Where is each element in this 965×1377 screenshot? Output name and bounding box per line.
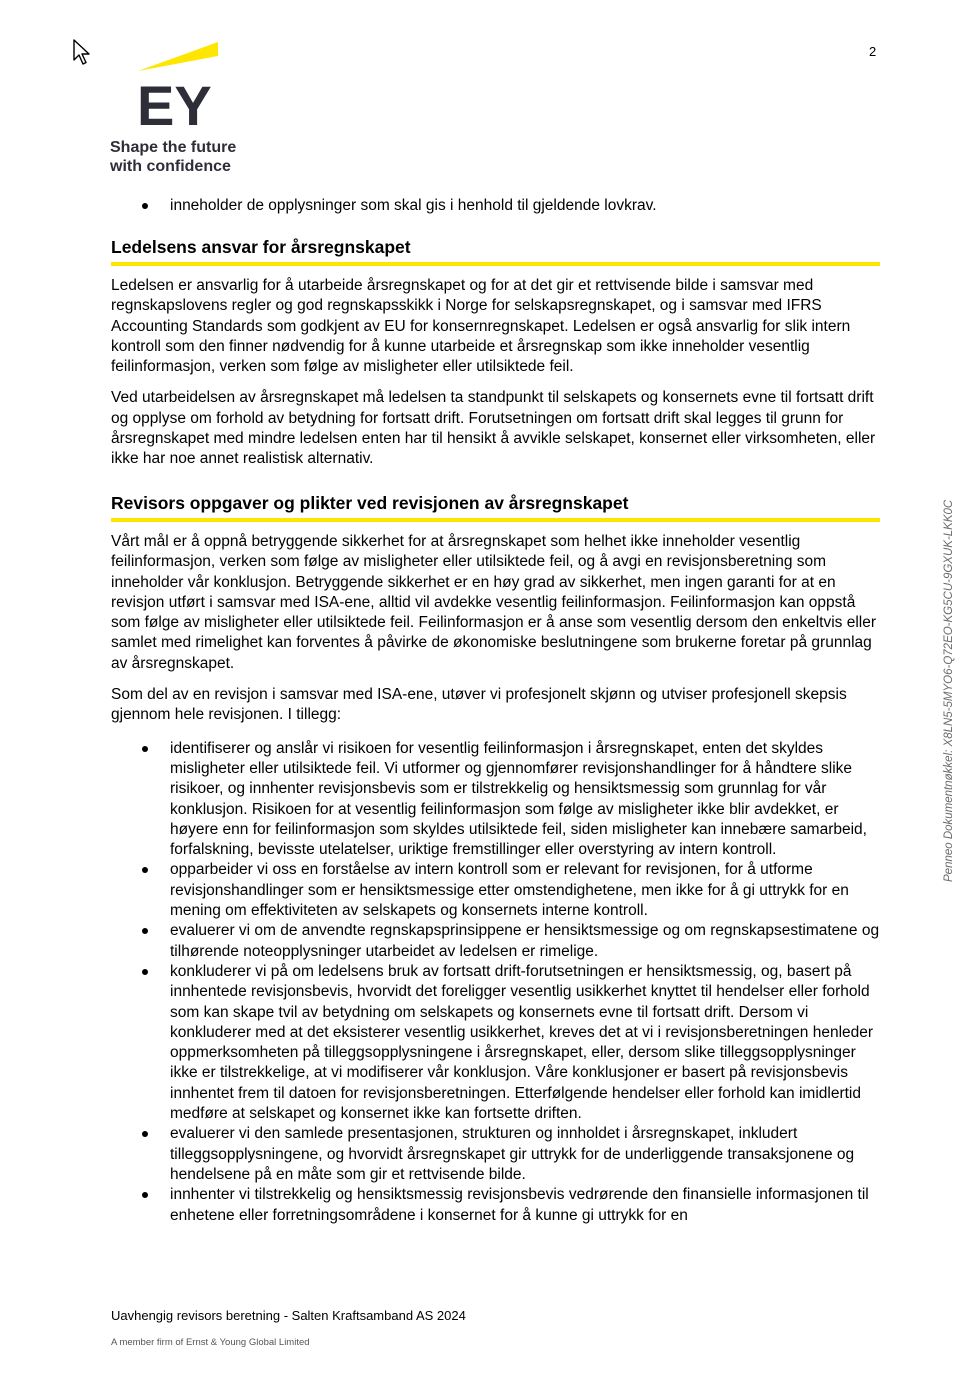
section-body-auditor: [111, 532, 881, 1226]
bullet-icon: [142, 746, 148, 752]
list-item: identifiserer og anslår vi risikoen for vesentlig feilinformasjon i årsregnskapet, enten det skyldes misligheter eller utilsiktede feil. Vi utformer og gjennomfører revisjonshandlinger for å håndtere slike risikoer, og innhenter revisjonsbevis som er tilstrekkelig og hensiktsmessig som grunnlag for vår konklusjon. Risikoen for at vesentlig feilinformasjon som følge av misligheter ikke blir avdekket, er høyere enn for feilinformasjon som skyldes utilsiktede feil, siden misligheter kan innebære samarbeid, forfalskning, bevisste utelatelser, uriktige fremstillinger eller overstyring av intern kontroll.: [111, 739, 881, 861]
paragraph: Ledelsen er ansvarlig for å utarbeide årsregnskapet og for at det gir et rettvisende bilde i samsvar med regnskapslovens regler og god regnskapsskikk i Norge for selskapsregnskapet, og i samsvar med IFRS Accounting Standards som godkjent av EU for konsernregnskapet. Ledelsen er også ansvarlig for slik intern kontroll som den finner nødvendig for å kunne utarbeide et årsregnskap som ikke inneholder vesentlig feilinformasjon, verken som følge av misligheter eller utilsiktede feil.: [111, 277, 851, 376]
bullet-icon: [142, 203, 148, 209]
mouse-cursor-icon: [72, 38, 94, 73]
footer-member-note: A member firm of Ernst & Young Global Limited: [111, 1337, 310, 1348]
list-item: innhenter vi tilstrekkelig og hensiktsmessig revisjonsbevis vedrørende den finansielle informasjonen til enhetene eller forretningsområdene i konsernet for å kunne gi uttrykk for en: [111, 1185, 881, 1226]
bullet-icon: [142, 1131, 148, 1137]
bullet-icon: [142, 867, 148, 873]
top-bullet-list: [111, 196, 881, 216]
logo-tagline-line2: with confidence: [110, 158, 231, 175]
section-heading-auditor: Revisors oppgaver og plikter ved revisjonen av årsregnskapet: [111, 492, 880, 522]
list-item: inneholder de opplysninger som skal gis i henhold til gjeldende lovkrav.: [111, 196, 881, 216]
logo-tagline-line1: Shape the future: [110, 139, 237, 156]
logo-wordmark: EY: [137, 74, 212, 126]
section-body-management: [111, 276, 881, 470]
list-item: opparbeider vi oss en forståelse av intern kontroll som er relevant for revisjonen, for å utforme revisjonshandlinger som er hensiktsmessige etter omstendighetene, men ikke for å gi uttrykk for en mening om effektiviteten av selskapets og konsernets interne kontroll.: [111, 860, 881, 921]
paragraph: Vårt mål er å oppnå betryggende sikkerhet for at årsregnskapet som helhet ikke inneholder vesentlig feilinformasjon, verken som følge av misligheter eller utilsiktede feil, og å avgi en revisjonsberetning som inneholder vår konklusjon. Betryggende sikkerhet er en høy grad av sikkerhet, men ingen garanti for at en revisjon utført i samsvar med ISA-ene, alltid vil avdekke vesentlig feilinformasjon. Feilinformasjon kan oppstå som følge av misligheter eller utilsiktede feil. Feilinformasjon er å anse som vesentlig dersom den enkeltvis eller samlet med rimelighet kan forventes å påvirke de økonomiske beslutningene som brukerne foretar på grunnlag av årsregnskapet.: [111, 533, 876, 672]
paragraph: Ved utarbeidelsen av årsregnskapet må ledelsen ta standpunkt til selskapets og konsernets evne til fortsatt drift og opplyse om forhold av betydning for fortsatt drift. Forutsetningen om fortsatt drift skal legges til grunn for årsregnskapet med mindre ledelsen enten har til hensikt å avvikle selskapet, konsernet eller virksomheten, eller ikke har noe annet realistisk alternativ.: [111, 389, 876, 468]
bullet-icon: [142, 969, 148, 975]
page-number: 2: [869, 44, 877, 59]
list-item: evaluerer vi den samlede presentasjonen, strukturen og innholdet i årsregnskapet, inkludert tilleggsopplysningene, og hvorvidt årsregnskapet gir uttrykk for de underliggende transaksjonene og hendelsene på en måte som gir et rettvisende bilde.: [111, 1124, 881, 1185]
bullet-icon: [142, 928, 148, 934]
auditor-bullet-list: [111, 739, 881, 1226]
list-item: evaluerer vi om de anvendte regnskapsprinsippene er hensiktsmessige og om regnskapsestimatene og tilhørende noteopplysninger utarbeidet av ledelsen er rimelige.: [111, 921, 881, 962]
logo-tagline: [110, 138, 236, 176]
paragraph: Som del av en revisjon i samsvar med ISA-ene, utøver vi profesjonelt skjønn og utviser profesjonell skepsis gjennom hele revisjonen. I tillegg:: [111, 686, 847, 724]
footer-title: Uavhengig revisors beretning - Salten Kraftsamband AS 2024: [111, 1308, 466, 1323]
bullet-icon: [142, 1192, 148, 1198]
section-heading-management: Ledelsens ansvar for årsregnskapet: [111, 236, 880, 266]
ey-logo: [110, 42, 250, 126]
list-item: konkluderer vi på om ledelsens bruk av fortsatt drift-forutsetningen er hensiktsmessig, og, basert på innhentede revisjonsbevis, hvorvidt det foreligger vesentlig usikkerhet knyttet til hendelser eller forhold som kan skape tvil av betydning om selskapets og konsernets evne til fortsatt drift. Dersom vi konkluderer med at det eksisterer vesentlig usikkerhet, kreves det at vi i revisjonsberetningen henleder oppmerksomheten på tilleggsopplysningene i årsregnskapet, eller, dersom slike tilleggsopplysninger ikke er tilstrekkelige, at vi modifiserer vår konklusjon. Våre konklusjoner er basert på revisjonsbevis innhentet frem til datoen for revisjonsberetningen. Etterfølgende hendelser eller forhold kan imidlertid medføre at selskapet og konsernet ikke kan fortsette driften.: [111, 962, 881, 1124]
document-key-note: Penneo Dokumentnøkkel: X8LN5-5MYO6-Q72EO-KG5CU-9GXUK-LKK0C: [943, 499, 955, 882]
